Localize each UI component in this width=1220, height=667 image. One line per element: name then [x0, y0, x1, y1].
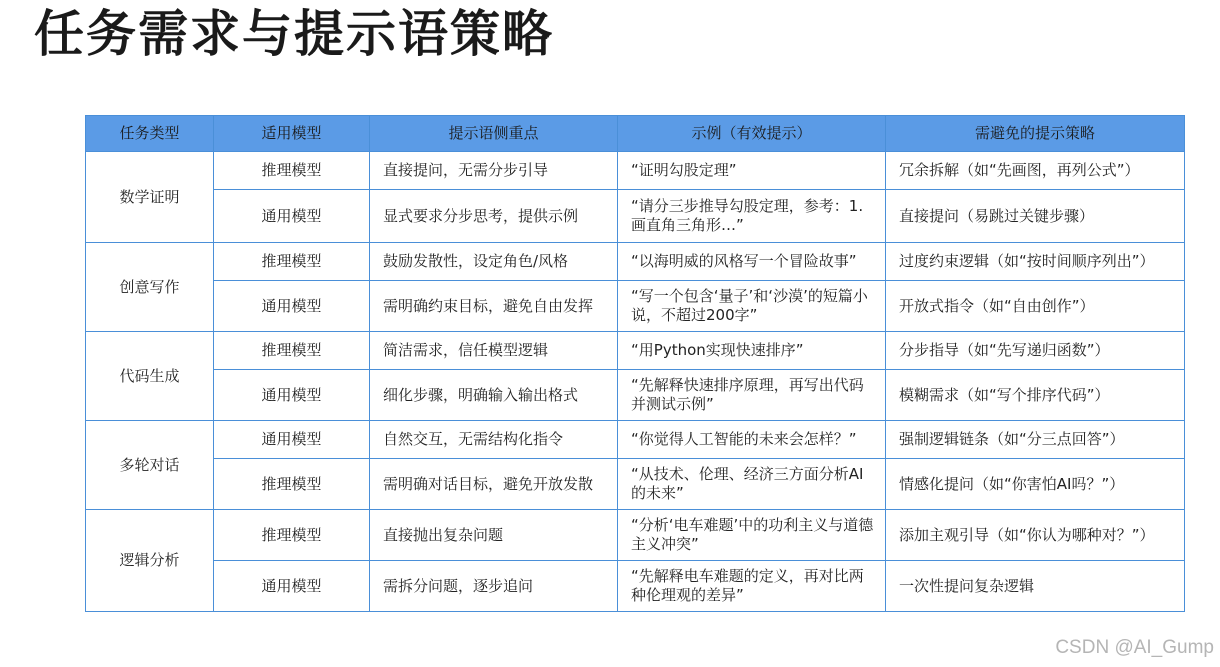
- example-cell: “你觉得人工智能的未来会怎样？”: [618, 421, 886, 459]
- table-row: [86, 332, 1185, 370]
- table-row: [86, 421, 1185, 459]
- task-type-cell: 创意写作: [86, 243, 214, 332]
- header-focus: 提示语侧重点: [370, 116, 618, 152]
- model-cell: 通用模型: [214, 370, 370, 421]
- table-header-row: [86, 116, 1185, 152]
- avoid-cell: 模糊需求（如“写个排序代码”）: [886, 370, 1185, 421]
- example-cell: “写一个包含‘量子’和‘沙漠’的短篇小说，不超过200字”: [618, 281, 886, 332]
- header-model: 适用模型: [214, 116, 370, 152]
- focus-cell: 自然交互，无需结构化指令: [370, 421, 618, 459]
- model-cell: 推理模型: [214, 152, 370, 190]
- model-cell: 推理模型: [214, 332, 370, 370]
- avoid-cell: 过度约束逻辑（如“按时间顺序列出”）: [886, 243, 1185, 281]
- avoid-cell: 情感化提问（如“你害怕AI吗？”）: [886, 459, 1185, 510]
- example-cell: “从技术、伦理、经济三方面分析AI的未来”: [618, 459, 886, 510]
- focus-cell: 鼓励发散性，设定角色/风格: [370, 243, 618, 281]
- table-row: [86, 370, 1185, 421]
- strategy-table: [85, 115, 1185, 612]
- focus-cell: 简洁需求，信任模型逻辑: [370, 332, 618, 370]
- avoid-cell: 冗余拆解（如“先画图，再列公式”）: [886, 152, 1185, 190]
- model-cell: 推理模型: [214, 510, 370, 561]
- model-cell: 通用模型: [214, 421, 370, 459]
- focus-cell: 直接抛出复杂问题: [370, 510, 618, 561]
- example-cell: “用Python实现快速排序”: [618, 332, 886, 370]
- focus-cell: 需明确对话目标，避免开放发散: [370, 459, 618, 510]
- watermark: CSDN @AI_Gump: [1055, 637, 1214, 658]
- model-cell: 通用模型: [214, 281, 370, 332]
- page-title: 任务需求与提示语策略: [34, 5, 554, 63]
- header-example: 示例（有效提示）: [618, 116, 886, 152]
- task-type-cell: 数学证明: [86, 152, 214, 243]
- model-cell: 通用模型: [214, 561, 370, 612]
- example-cell: “以海明威的风格写一个冒险故事”: [618, 243, 886, 281]
- task-type-cell: 多轮对话: [86, 421, 214, 510]
- example-cell: “分析‘电车难题’中的功利主义与道德主义冲突”: [618, 510, 886, 561]
- example-cell: “请分三步推导勾股定理，参考：1. 画直角三角形…”: [618, 190, 886, 243]
- avoid-cell: 直接提问（易跳过关键步骤）: [886, 190, 1185, 243]
- table-row: [86, 190, 1185, 243]
- header-avoid: 需避免的提示策略: [886, 116, 1185, 152]
- avoid-cell: 强制逻辑链条（如“分三点回答”）: [886, 421, 1185, 459]
- example-cell: “先解释电车难题的定义，再对比两种伦理观的差异”: [618, 561, 886, 612]
- avoid-cell: 添加主观引导（如“你认为哪种对？”）: [886, 510, 1185, 561]
- task-type-cell: 代码生成: [86, 332, 214, 421]
- table-row: [86, 459, 1185, 510]
- table-row: [86, 510, 1185, 561]
- task-type-cell: 逻辑分析: [86, 510, 214, 612]
- focus-cell: 需拆分问题，逐步追问: [370, 561, 618, 612]
- example-cell: “先解释快速排序原理，再写出代码并测试示例”: [618, 370, 886, 421]
- focus-cell: 需明确约束目标，避免自由发挥: [370, 281, 618, 332]
- avoid-cell: 开放式指令（如“自由创作”）: [886, 281, 1185, 332]
- avoid-cell: 分步指导（如“先写递归函数”）: [886, 332, 1185, 370]
- avoid-cell: 一次性提问复杂逻辑: [886, 561, 1185, 612]
- table-row: [86, 561, 1185, 612]
- table-row: [86, 152, 1185, 190]
- focus-cell: 显式要求分步思考，提供示例: [370, 190, 618, 243]
- table-row: [86, 243, 1185, 281]
- model-cell: 推理模型: [214, 459, 370, 510]
- focus-cell: 直接提问，无需分步引导: [370, 152, 618, 190]
- focus-cell: 细化步骤，明确输入输出格式: [370, 370, 618, 421]
- model-cell: 通用模型: [214, 190, 370, 243]
- table-row: [86, 281, 1185, 332]
- example-cell: “证明勾股定理”: [618, 152, 886, 190]
- header-task-type: 任务类型: [86, 116, 214, 152]
- strategy-table-wrapper: [85, 115, 1185, 612]
- model-cell: 推理模型: [214, 243, 370, 281]
